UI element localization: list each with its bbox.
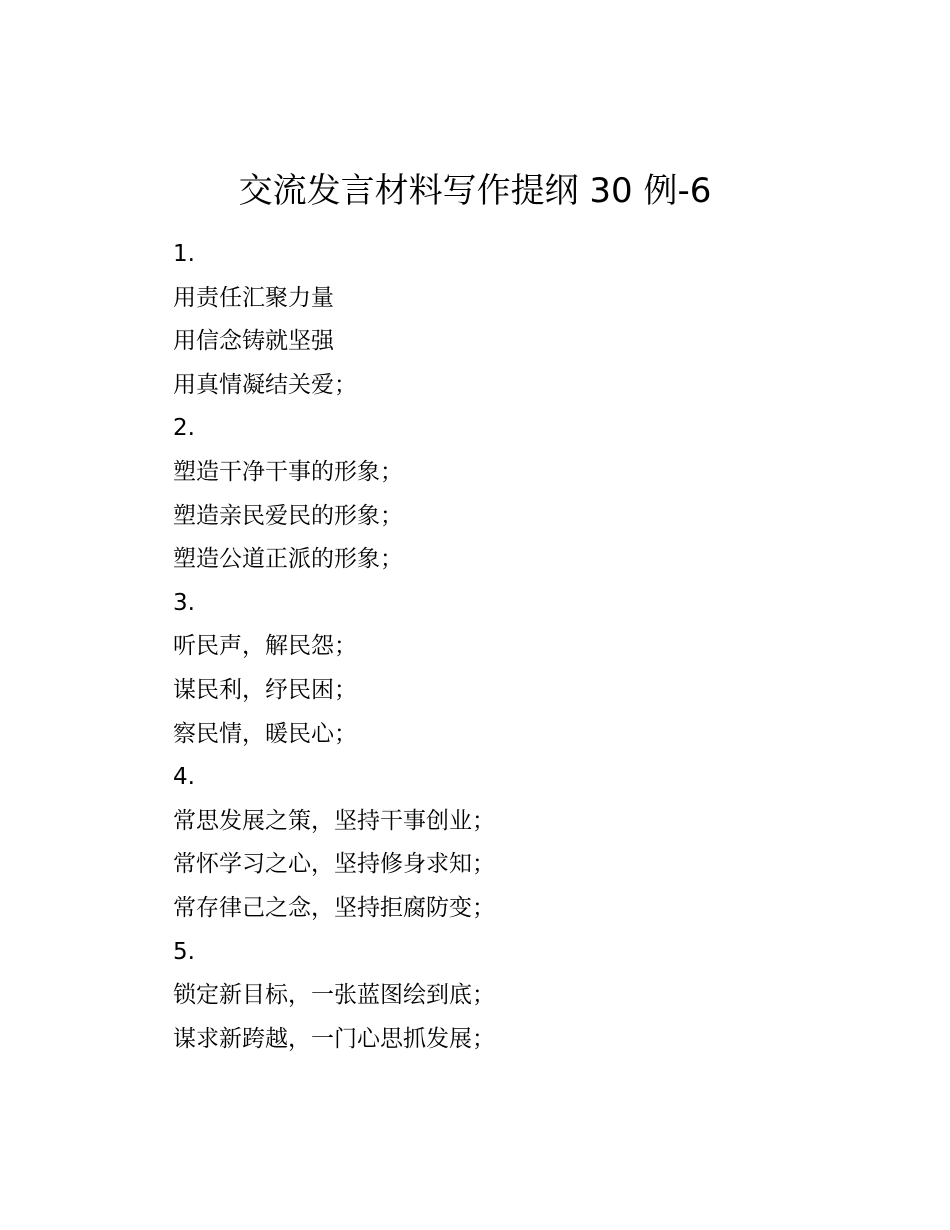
section-number-2: 2. [173,415,195,442]
body-line: 谋求新跨越，一门心思抓发展； [173,1025,495,1052]
section-number-5: 5. [173,938,195,965]
section-number-4: 4. [173,764,195,791]
body-line: 常思发展之策，坚持干事创业； [173,807,495,834]
body-line: 锁定新目标，一张蓝图绘到底； [173,982,495,1009]
section-number-3: 3. [173,589,195,616]
body-line: 听民声，解民怨； [173,633,357,660]
body-line: 谋民利，纾民困； [173,676,357,703]
document-body [173,233,793,1061]
body-line: 用责任汇聚力量 [173,284,334,311]
section-number-1: 1. [173,241,195,267]
body-line: 塑造干净干事的形象； [173,458,403,485]
body-line: 用真情凝结关爱； [173,371,357,398]
body-line: 塑造亲民爱民的形象； [173,502,403,529]
body-line: 用信念铸就坚强 [173,328,334,355]
document-title: 交流发言材料写作提纲 30 例-6 [238,171,712,211]
body-line: 塑造公道正派的形象； [173,546,403,573]
body-line: 常怀学习之心，坚持修身求知； [173,851,495,878]
body-line: 常存律己之念，坚持拒腐防变； [173,894,495,921]
body-line: 察民情，暖民心； [173,720,357,747]
